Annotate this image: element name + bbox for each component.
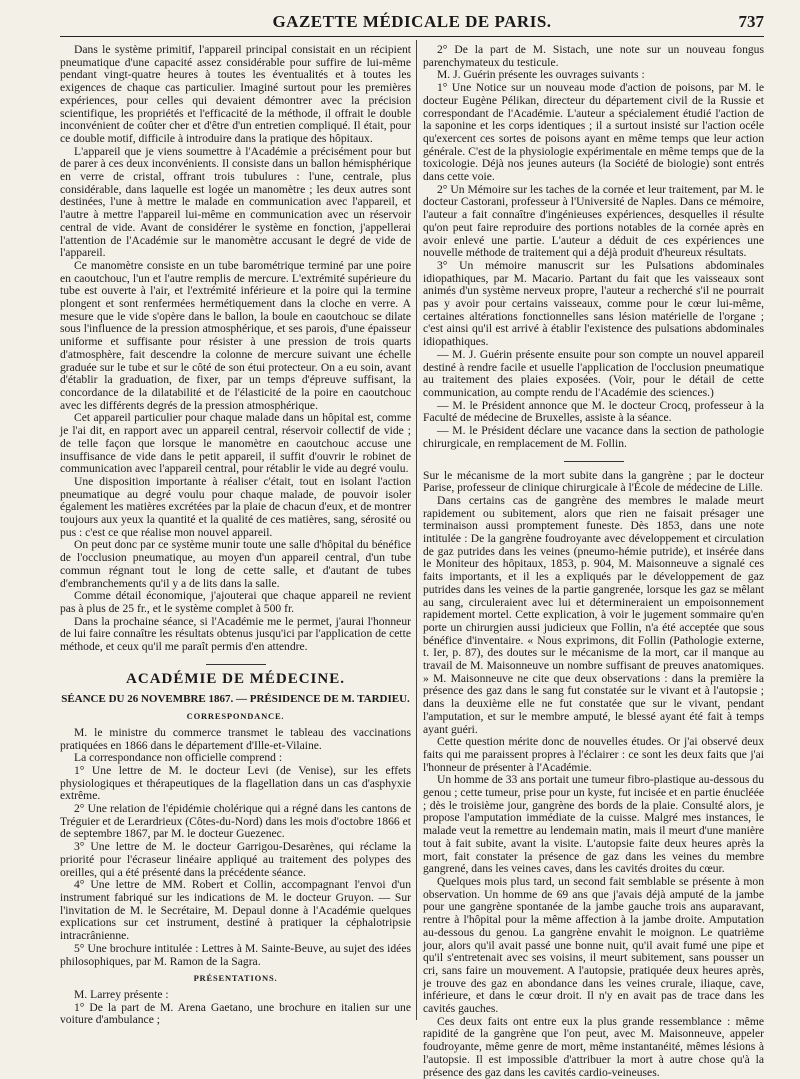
paragraph: Ces deux faits ont entre eux la plus grande ressemblance : même rapidité de la gangrène que l'on peut, avec M. Maisonneuve, appeler foudroyante, même genre de mort, même instantanéité, mêmes lésions à l'autopsie. Il est impossible d'attribuer la mort à autre chose qu'à la présence des gaz dans les cavités cardio-veineuses. xyxy=(423,1014,764,1079)
page-number: 737 xyxy=(738,12,764,31)
paragraph: Dans le système primitif, l'appareil principal consistait en un récipient pneumatique d'une capacité assez considérable pour suffire de lui-même pendant vingt-quatre heures à toutes les éventualités et à toutes les exigences de chaque cas particulier. Imaginé surtout pour les premières expériences, pour celles qui devaient démontrer avec la précision scientifique, les propriétés et l'efficacité de la méthode, il offrait le double inconvénient de coûter cher et d'être d'un entretien compliqué. Il était, pour ce double motif, difficile à introduire dans la pratique des hôpitaux. xyxy=(60,43,411,145)
paragraph: Ce manomètre consiste en un tube barométrique terminé par une poire en caoutchouc, l'un et l'autre remplis de mercure. L'extrémité supérieure du tube est ouverte à l'air, et l'extrémité inférieure et la poire qui la termine plongent et sont renfermées hermétiquement dans la cloche en verre. A mesure que le vide s'opère dans le ballon, la boule en caoutchouc se dilate sous l'influence de la pression atmosphérique, et ses parois, d'une épaisseur uniforme et suffisante pour résister à une pression de trois quarts d'atmosphère, fait descendre la colonne de mercure suivant une échelle graduée sur le tube et sur le côté de son étui protecteur. On a eu soin, avant d'établir la graduation, de fixer, par un temps d'épreuve suffisant, la concordance de la dilatabilité et de l'élasticité de la poire en caoutchouc avec les différents degrés de la pression atmosphérique. xyxy=(60,258,411,412)
paragraph: 1° Une lettre de M. le docteur Levi (de Venise), sur les effets physiologiques et thérapeutiques de la flagellation dans un cas d'asphyxie extrême. xyxy=(60,763,411,803)
session-line: SÉANCE DU 26 NOVEMBRE 1867. — PRÉSIDENCE DE M. TARDIEU. xyxy=(61,693,410,706)
paragraph: Quelques mois plus tard, un second fait semblable se présente à mon observation. Un homme de 69 ans que j'avais déjà amputé de la jambe pour une gangrène spontanée de la jambe gauche trois ans auparavant, rentre à l'hôpital pour la même affection à la jambe droite. Amputation au-dessous du genou. La gangrène envahit le moignon. Le quatrième jour, alors qu'il avait passé une bonne nuit, qu'il avait fumé une pipe et qu'il s'entretenait avec ses voisins, il meurt subitement, sans pousser un cri, sans faire un mouvement. A l'autopsie, pratiquée deux heures après, je trouve des gaz en abondance dans les veines crurale, iliaque, cave, inférieure, et dans le cœur droit. Il n'y en avait pas de trace dans les cavités gauches. xyxy=(423,875,764,1016)
paragraph: Un homme de 33 ans portait une tumeur fibro-plastique au-dessous du genou ; cette tumeur, prise pour un kyste, fut incisée et en partie énucléée ; dès le troisième jour, gangrène des bords de la plaie. Consulté alors, je propose l'amputation immédiate de la cuisse. Malgré mes instances, le malade veut la remettre au lendemain matin, mais il meurt d'une manière tout à fait subite, avant la visite. L'autopsie faite deux heures après la mort, fait constater la présence de gaz dans les veines du membre gangrené, dans les veines caves, dans les cavités droites du cœur. xyxy=(423,773,764,876)
paragraph: — M. le Président déclare une vacance dans la section de pathologie chirurgicale, en remplacement de M. Follin. xyxy=(423,424,764,450)
paragraph: 1° De la part de M. Arena Gaetano, une brochure en italien sur une voiture d'ambulance ; xyxy=(60,1000,411,1027)
paragraph: M. le ministre du commerce transmet le tableau des vaccinations pratiquées en 1866 dans le département d'Ille-et-Vilaine. xyxy=(60,725,411,752)
section-rule xyxy=(206,664,266,665)
paragraph: Une disposition importante à réaliser c'était, tout en isolant l'action pneumatique au degré voulu pour chaque malade, de pouvoir isoler également les matières excrétées par la plaie de chacun d'eux, et de montrer toujours aux yeux la quantité et la qualité de ces matières, sang, sérosité ou pus : c'est ce que réalise mon nouvel appareil. xyxy=(60,474,411,539)
paragraph: 2° Un Mémoire sur les taches de la cornée et leur traitement, par M. le docteur Castorani, professeur à l'Université de Naples. Dans ce mémoire, l'auteur a fait connaître d'ingénieuses expériences, desquelles il résulte qu'on peut faire reproduire des portions notables de la cornée après en avoir enlevé une partie. L'auteur a déduit de ces expériences une nouvelle méthode de traitement qui a déjà produit d'heureux résultats. xyxy=(423,182,764,260)
presentations-heading: PRÉSENTATIONS. xyxy=(193,973,278,984)
paragraph: M. Larrey présente : xyxy=(74,987,169,1001)
paragraph: 3° Un mémoire manuscrit sur les Pulsations abdominales idiopathiques, par M. Macario. Partant du fait que les vaisseaux sont animés d'un système nerveux propre, l'auteur a recherché s'il ne pourrait pas y avoir pour certains vaisseaux, comme pour le cœur lui-même, certaines altérations fonctionnelles sans lésion matérielle de l'organe ; c'est ainsi qu'il est arrivé à établir l'existence des pulsations abdominales idiopathiques. xyxy=(423,258,764,349)
paragraph: 2° De la part de M. Sistach, une note sur un nouveau fongus parenchymateux du testicule. xyxy=(423,43,764,69)
paragraph: On peut donc par ce système munir toute une salle d'hôpital du bénéfice de l'occlusion pneumatique, au moyen d'un appareil central, d'un tube commun régnant tout le long de cette salle, et d'autant de tubes d'embranchements qu'il y a de lits dans la salle. xyxy=(60,538,411,590)
paragraph: 5° Une brochure intitulée : Lettres à M. Sainte-Beuve, au sujet des idées philosophiques, par M. Ramon de la Sagra. xyxy=(60,941,411,968)
paragraph: Comme détail économique, j'ajouterai que chaque appareil ne revient pas à plus de 25 fr., et le système complet à 500 fr. xyxy=(60,589,411,615)
paragraph: 1° Une Notice sur un nouveau mode d'action de poisons, par M. le docteur Eugène Pélikan, directeur du département civil de la Russie et correspondant de l'Académie. L'auteur a spécialement étudié l'action de la saponine et les corps identiques ; il a surtout insisté sur l'action océle qu'exercent ces sortes de poisons ayant en même temps que leur action générale. C'est de la physiologie expérimentale en même temps que de la toxicologie. Déjà nos jeunes auteurs (la Société de biologie) sont entrés dans cette voie. xyxy=(423,81,764,184)
paragraph: Dans la prochaine séance, si l'Académie me le permet, j'aurai l'honneur de lui faire connaître les résultats obtenus jusqu'ici par l'application de cette méthode, et ceux qu'il me paraît permis d'en attendre. xyxy=(60,614,411,654)
paragraph: Cette question mérite donc de nouvelles études. Or j'ai observé deux faits qui me paraissent propres à l'éclairer : ce sont les deux faits que j'ai l'honneur de présenter à l'Académie. xyxy=(423,735,764,774)
paragraph: 4° Une lettre de MM. Robert et Collin, accompagnant l'envoi d'un instrument fabriqué sur les indications de M. le docteur Gruyon. — Sur l'invitation de M. le Secrétaire, M. Depaul donne à l'Académie quelques explications sur cet instrument, destiné à pratiquer la céphalotripsie intracrânienne. xyxy=(60,878,411,943)
paragraph: 2° Une relation de l'épidémie cholérique qui a régné dans les cantons de Tréguier et de Lerardrieux (Côtes-du-Nord) dans les mois d'octobre 1866 et de septembre 1867, par M. le docteur Guezenec. xyxy=(60,802,411,841)
column-divider xyxy=(416,40,417,1020)
right-column xyxy=(423,43,764,1079)
page-header xyxy=(60,10,764,37)
article-heading: Sur le mécanisme de la mort subite dans la gangrène ; par le docteur Parise, professeur de clinique chirurgicale à l'École de médecine de Lille. xyxy=(423,468,764,495)
paragraph: 3° Une lettre de M. le docteur Garrigou-Desarènes, qui réclame la priorité pour l'écraseur linéaire appliqué au traitement des polypes des oreilles, qui a été présenté dans la précédente séance. xyxy=(60,840,411,879)
paragraph: — M. J. Guérin présente ensuite pour son compte un nouvel appareil destiné à rendre facile et usuelle l'application de l'occlusion pneumatique au traitement des plaies exposées. (Voir, pour le détail de cette communication, au compte rendu de l'Académie des sciences.) xyxy=(423,347,764,399)
paragraph: — M. le Président annonce que M. le docteur Crocq, professeur à la Faculté de médecine de Bruxelles, assiste à la séance. xyxy=(423,398,764,425)
paragraph: La correspondance non officielle comprend : xyxy=(74,751,283,765)
paragraph: M. J. Guérin présente les ouvrages suivants : xyxy=(437,68,645,82)
left-column xyxy=(60,43,411,1027)
section-rule xyxy=(564,461,624,462)
paragraph: Cet appareil particulier pour chaque malade dans un hôpital est, comme je l'ai dit, en rapport avec un appareil central, réservoir collectif de vide ; de telle façon que lorsque le manomètre en caoutchouc accuse une insuffisance de vide dans le petit appareil, il suffit d'ouvrir le robinet de communication avec l'appareil central, pour rétablir le vide au degré voulu. xyxy=(60,411,411,476)
paragraph: L'appareil que je viens soumettre à l'Académie a précisément pour but de parer à ces deux inconvénients. Il consiste dans un ballon hémisphérique en verre de cristal, offrant trois tubulures : l'une, centrale, plus considérable, dans laquelle est logée un manomètre ; les deux autres sont destinées, l'une à mettre le malade en communication avec l'appareil, et l'autre à mettre l'appareil lui-même en communication avec un réservoir central de vide. Avant de considérer le système en fonction, j'appellerai l'attention de l'Académie sur le manomètre accusant le degré de vide de l'appareil. xyxy=(60,144,411,260)
academy-heading: ACADÉMIE DE MÉDECINE. xyxy=(126,670,345,687)
paragraph: Dans certains cas de gangrène des membres le malade meurt rapidement ou subitement, alors que rien ne faisait présager une terminaison aussi promptement funeste. Dès 1853, dans une note intitulée : De la gangrène foudroyante avec développement et circulation de gaz putrides dans les veines (pneumo-hémie putride), et insérée dans le Moniteur des hôpitaux, 1853, p. 904, M. Maisonneuve a signalé ces faits importants, et il les a expliqués par le développement de gaz putrides dans les veines de la partie gangrenée, lorsque les gaz se mêlant au sang, circuleraient avec lui et détermineraient un empoisonnement rapidement mortel. Cette explication, à voir le jugement sommaire qu'en porte un chirurgien aussi judicieux que Follin, n'a été acceptée que sous bénéfice d'inventaire. « Nous exprimons, dit Follin (Pathologie externe, t. Ier, p. 87), des doutes sur le mécanisme de la mort, car il manque au travail de M. Maisonneuve un nombre suffisant de preuves anatomiques. » M. Maisonneuve ne cite que deux observations : dans la première la présence des gaz dans le sang fut constatée sur le vivant et à l'autopsie ; dans la deuxième elle ne fut constatée que sur le vivant, pendant l'amputation, et sur le membre amputé, le blessé ayant été fait à temps ayant guéri. xyxy=(423,493,764,736)
journal-title: GAZETTE MÉDICALE DE PARIS. xyxy=(272,12,552,31)
correspondance-heading: CORRESPONDANCE. xyxy=(186,711,285,722)
